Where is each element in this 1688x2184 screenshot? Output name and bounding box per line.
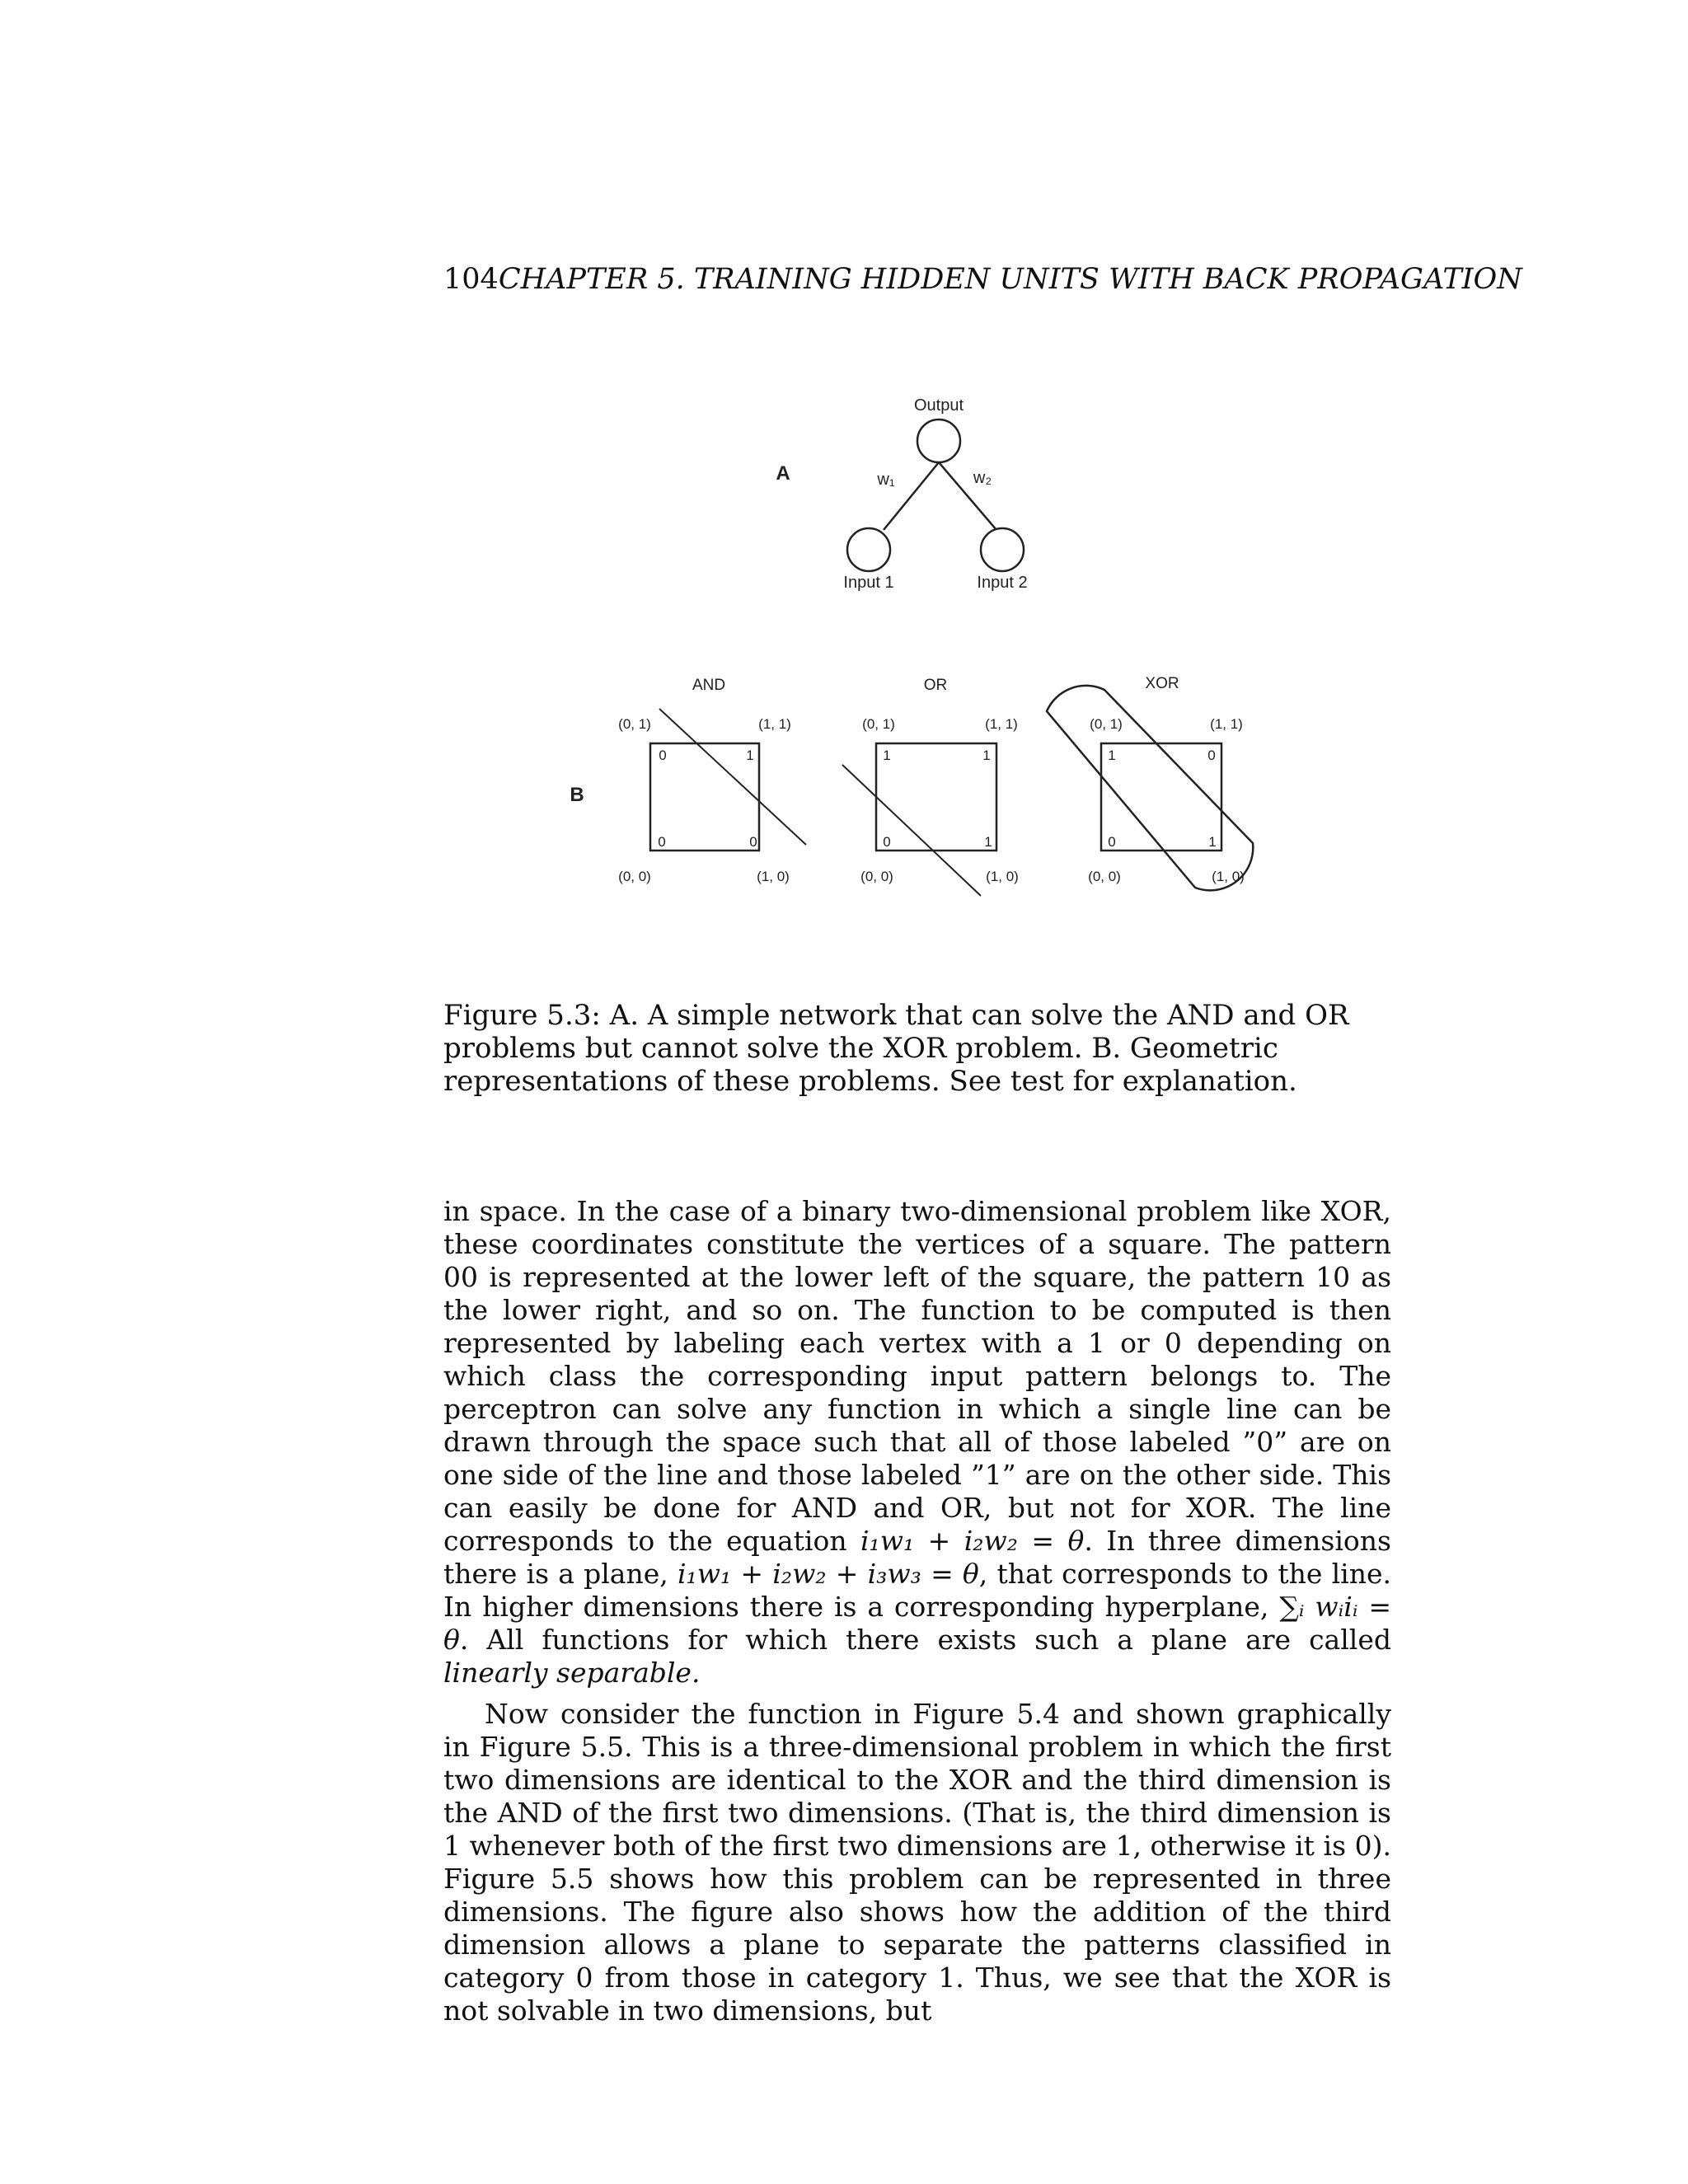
and-square-group — [618, 677, 806, 884]
or-coord-tr: (1, 1) — [985, 716, 1018, 732]
and-coord-tr: (1, 1) — [758, 716, 791, 732]
or-value-tr: 1 — [982, 748, 991, 763]
and-value-bl: 0 — [658, 834, 666, 850]
running-header — [443, 262, 1522, 297]
paragraph-1-text-a: in space. In the case of a binary two-dimensional problem like XOR, these coordinates constitute the vertices of a square. The pattern 00 is represented at the lower left of the square, the pattern 10 as the lower right, and so on. The function to be computed is then represented by labeling each vertex with a 1 or 0 depending on which class the corresponding input pattern belongs to. The perceptron can solve any function in which a single line can be drawn through the space such that all of those labeled ”0” are on one side of the line and those labeled ”1” are on the other side. This can easily be done for AND and OR, but not for XOR. The line corresponds to the equation — [443, 1195, 1391, 1557]
and-title: AND — [692, 677, 726, 694]
term-linearly-separable: linearly separable. — [443, 1657, 701, 1689]
panel-b — [570, 675, 1253, 896]
xor-coord-br: (1, 0) — [1212, 869, 1245, 884]
w1-label: w₁ — [877, 471, 895, 489]
and-coord-bl: (0, 0) — [618, 869, 651, 884]
or-square — [876, 743, 996, 851]
xor-title: XOR — [1145, 675, 1179, 692]
figure-5-3 — [544, 383, 1286, 944]
input1-label: Input 1 — [843, 574, 894, 592]
panel-a — [847, 419, 1024, 571]
or-value-br: 1 — [984, 834, 992, 850]
or-coord-bl: (0, 0) — [860, 869, 893, 884]
or-value-bl: 0 — [883, 834, 891, 850]
and-coord-tl: (0, 1) — [618, 716, 651, 732]
paragraph-1-text-d: . All functions for which there exists such a plane are called — [459, 1624, 1391, 1656]
or-value-tl: 1 — [883, 748, 891, 763]
equation-plane: i₁w₁ + i₂w₂ + i₃w₃ = θ — [677, 1558, 979, 1590]
and-square — [650, 743, 759, 851]
w2-label: w₂ — [973, 469, 992, 487]
panel-b-label: B — [570, 784, 584, 806]
paragraph-1-text-b: . In three dimensions there is a plane, — [443, 1525, 1391, 1590]
equation-line: i₁w₁ + i₂w₂ = θ — [860, 1525, 1085, 1557]
panel-a-label: A — [776, 462, 790, 485]
and-value-br: 0 — [749, 834, 757, 850]
equation-hyperplane: ∑ᵢ wᵢiᵢ = θ — [443, 1591, 1392, 1656]
or-title: OR — [923, 677, 948, 694]
and-value-tl: 0 — [659, 748, 667, 763]
page-number: 104 — [443, 263, 499, 296]
body-text — [443, 1195, 1391, 2036]
output-node — [917, 419, 960, 462]
paragraph-2: Now consider the function in Figure 5.4 and shown graphically in Figure 5.5. This is a three-dimensional problem in which the first two dimensions are identical to the XOR and the third dimension is the AND of the first two dimensions. (That is, the third dimension is 1 whenever both of the first two dimensions are 1, otherwise it is 0). Figure 5.5 shows how this problem can be represented in three dimensions. The figure also shows how the addition of the third dimension allows a plane to separate the patterns classified in category 0 from those in category 1. Thus, we see that the XOR is not solvable in two dimensions, but — [443, 1698, 1391, 2027]
xor-value-br: 1 — [1208, 834, 1217, 850]
xor-value-tl: 1 — [1108, 748, 1116, 763]
input2-node — [981, 528, 1024, 571]
xor-coord-tl: (0, 1) — [1090, 716, 1123, 732]
xor-square-group — [1047, 675, 1253, 890]
output-label: Output — [913, 396, 964, 415]
or-coord-br: (1, 0) — [986, 869, 1019, 884]
paragraph-1 — [443, 1195, 1391, 1690]
and-coord-br: (1, 0) — [757, 869, 790, 884]
xor-coord-tr: (1, 1) — [1210, 716, 1243, 732]
paragraph-1-text-c: , that corresponds to the line. In higher dimensions there is a corresponding hyperplane, — [443, 1558, 1391, 1623]
xor-value-tr: 0 — [1207, 748, 1216, 763]
or-coord-tl: (0, 1) — [862, 716, 895, 732]
xor-coord-bl: (0, 0) — [1088, 869, 1121, 884]
or-square-group — [842, 677, 1019, 896]
xor-value-bl: 0 — [1108, 834, 1116, 850]
input1-node — [847, 528, 890, 571]
and-value-tr: 1 — [746, 748, 754, 763]
figure-caption: Figure 5.3: A. A simple network that can solve the AND and OR problems but cannot solve the XOR problem. B. Geometric representations of these problems. See test for explanation. — [443, 999, 1349, 1098]
chapter-title: CHAPTER 5. TRAINING HIDDEN UNITS WITH BACK PROPAGATION — [498, 263, 1522, 296]
input2-label: Input 2 — [977, 574, 1028, 592]
